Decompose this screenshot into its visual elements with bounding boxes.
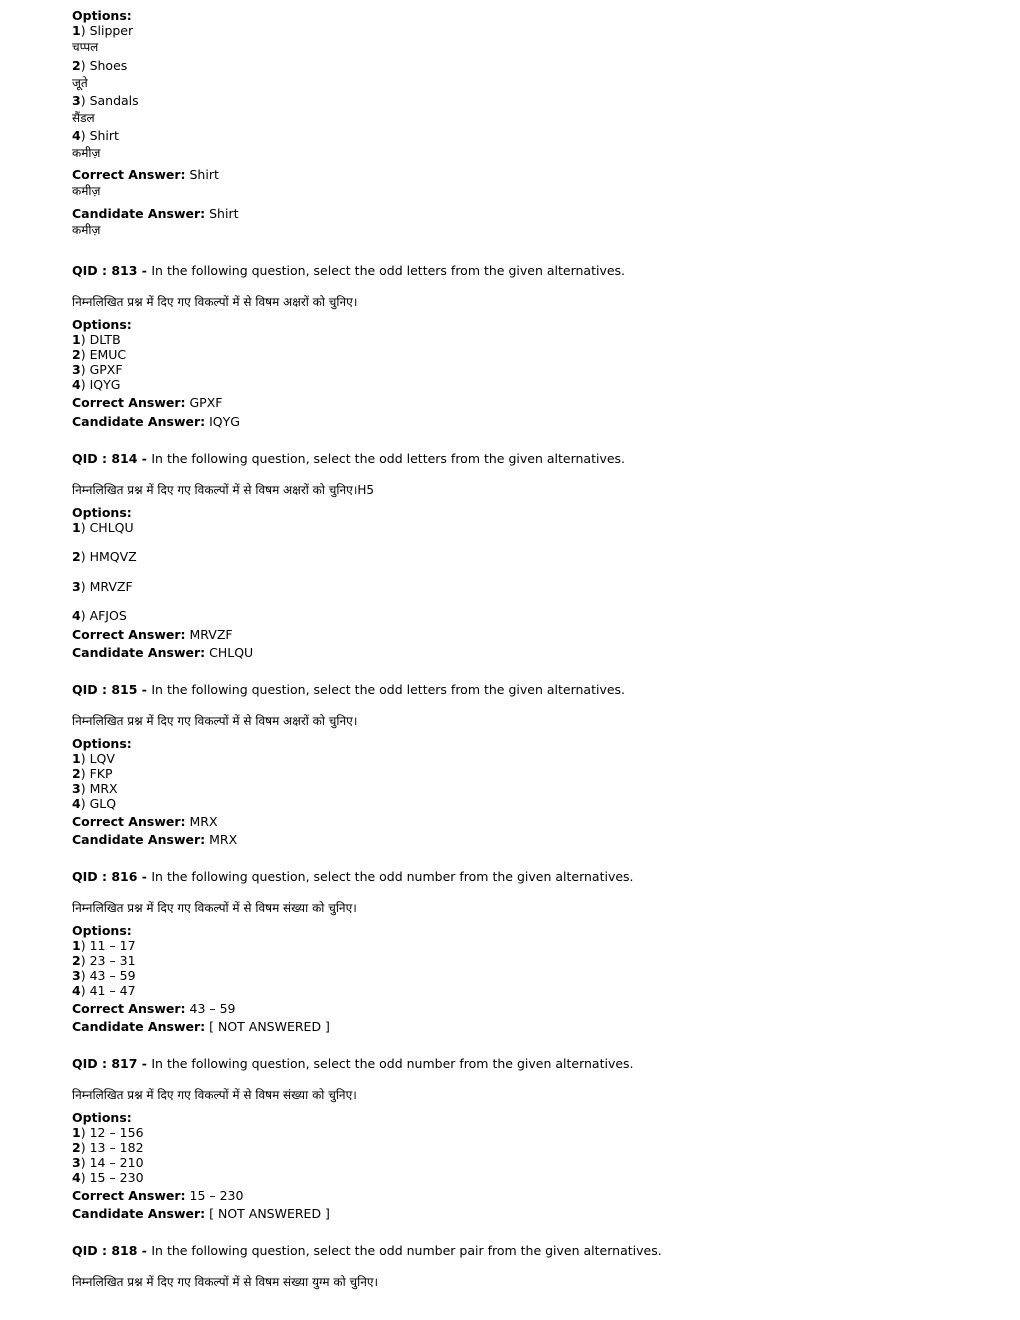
option-3: 3) 14 – 210	[72, 1155, 144, 1170]
candidate-answer: Candidate Answer: MRX	[72, 832, 238, 847]
correct-answer: Correct Answer: Shirt	[72, 167, 219, 182]
question-header: QID : 818 - In the following question, select the odd number pair from the given alternatives.	[72, 1243, 662, 1258]
option-3: 3) MRX	[72, 781, 118, 796]
option-4: 4) IQYG	[72, 377, 121, 392]
options-label: Options:	[72, 1110, 132, 1125]
option-3-hindi: सैंडल	[72, 111, 95, 125]
question-text-hindi: निम्नलिखित प्रश्न में दिए गए विकल्पों में से विषम अक्षरों को चुनिए।	[72, 714, 358, 728]
option-4: 4) GLQ	[72, 796, 117, 811]
question-text-hindi: निम्नलिखित प्रश्न में दिए गए विकल्पों में से विषम संख्या को चुनिए।	[72, 1088, 357, 1102]
candidate-answer: Candidate Answer: IQYG	[72, 414, 240, 429]
correct-answer: Correct Answer: 15 – 230	[72, 1188, 244, 1203]
option-1: 1) Slipper	[72, 23, 134, 38]
options-label: Options:	[72, 317, 132, 332]
option-1: 1) 12 – 156	[72, 1125, 144, 1140]
option-2-hindi: जूते	[72, 76, 88, 90]
option-4: 4) AFJOS	[72, 608, 127, 623]
option-1-hindi: चप्पल	[72, 40, 99, 54]
question-header: QID : 817 - In the following question, select the odd number from the given alternatives.	[72, 1056, 634, 1071]
option-1: 1) LQV	[72, 751, 115, 766]
option-2: 2) HMQVZ	[72, 549, 137, 564]
option-3: 3) MRVZF	[72, 579, 133, 594]
option-4: 4) 41 – 47	[72, 983, 136, 998]
option-2: 2) EMUC	[72, 347, 127, 362]
options-label: Options:	[72, 923, 132, 938]
candidate-answer: Candidate Answer: [ NOT ANSWERED ]	[72, 1019, 330, 1034]
candidate-answer: Candidate Answer: [ NOT ANSWERED ]	[72, 1206, 330, 1221]
option-4-hindi: कमीज़	[72, 146, 101, 160]
question-header: QID : 813 - In the following question, select the odd letters from the given alternatives.	[72, 263, 626, 278]
question-header: QID : 815 - In the following question, select the odd letters from the given alternatives.	[72, 682, 626, 697]
option-2: 2) 13 – 182	[72, 1140, 144, 1155]
question-header: QID : 814 - In the following question, select the odd letters from the given alternatives.	[72, 451, 626, 466]
question-header: QID : 816 - In the following question, select the odd number from the given alternatives.	[72, 869, 634, 884]
option-4: 4) Shirt	[72, 128, 119, 143]
question-text-hindi: निम्नलिखित प्रश्न में दिए गए विकल्पों में से विषम संख्या को चुनिए।	[72, 901, 357, 915]
correct-answer: Correct Answer: MRX	[72, 814, 218, 829]
option-1: 1) 11 – 17	[72, 938, 136, 953]
option-2: 2) FKP	[72, 766, 113, 781]
correct-answer: Correct Answer: 43 – 59	[72, 1001, 236, 1016]
option-3: 3) 43 – 59	[72, 968, 136, 983]
correct-answer-hindi: कमीज़	[72, 184, 101, 198]
option-1: 1) CHLQU	[72, 520, 134, 535]
question-text-hindi: निम्नलिखित प्रश्न में दिए गए विकल्पों में से विषम अक्षरों को चुनिए।	[72, 295, 358, 309]
correct-answer: Correct Answer: MRVZF	[72, 627, 233, 642]
candidate-answer: Candidate Answer: Shirt	[72, 206, 239, 221]
options-label: Options:	[72, 736, 132, 751]
correct-answer: Correct Answer: GPXF	[72, 395, 223, 410]
option-1: 1) DLTB	[72, 332, 121, 347]
question-text-hindi: निम्नलिखित प्रश्न में दिए गए विकल्पों में से विषम संख्या युग्म को चुनिए।	[72, 1275, 379, 1289]
option-3: 3) Sandals	[72, 93, 139, 108]
candidate-answer: Candidate Answer: CHLQU	[72, 645, 254, 660]
option-2: 2) 23 – 31	[72, 953, 136, 968]
option-4: 4) 15 – 230	[72, 1170, 144, 1185]
options-label: Options:	[72, 505, 132, 520]
question-text-hindi: निम्नलिखित प्रश्न में दिए गए विकल्पों में से विषम अक्षरों को चुनिए।H5	[72, 483, 375, 497]
candidate-answer-hindi: कमीज़	[72, 223, 101, 237]
option-2: 2) Shoes	[72, 58, 128, 73]
option-3: 3) GPXF	[72, 362, 123, 377]
options-label: Options:	[72, 8, 132, 23]
